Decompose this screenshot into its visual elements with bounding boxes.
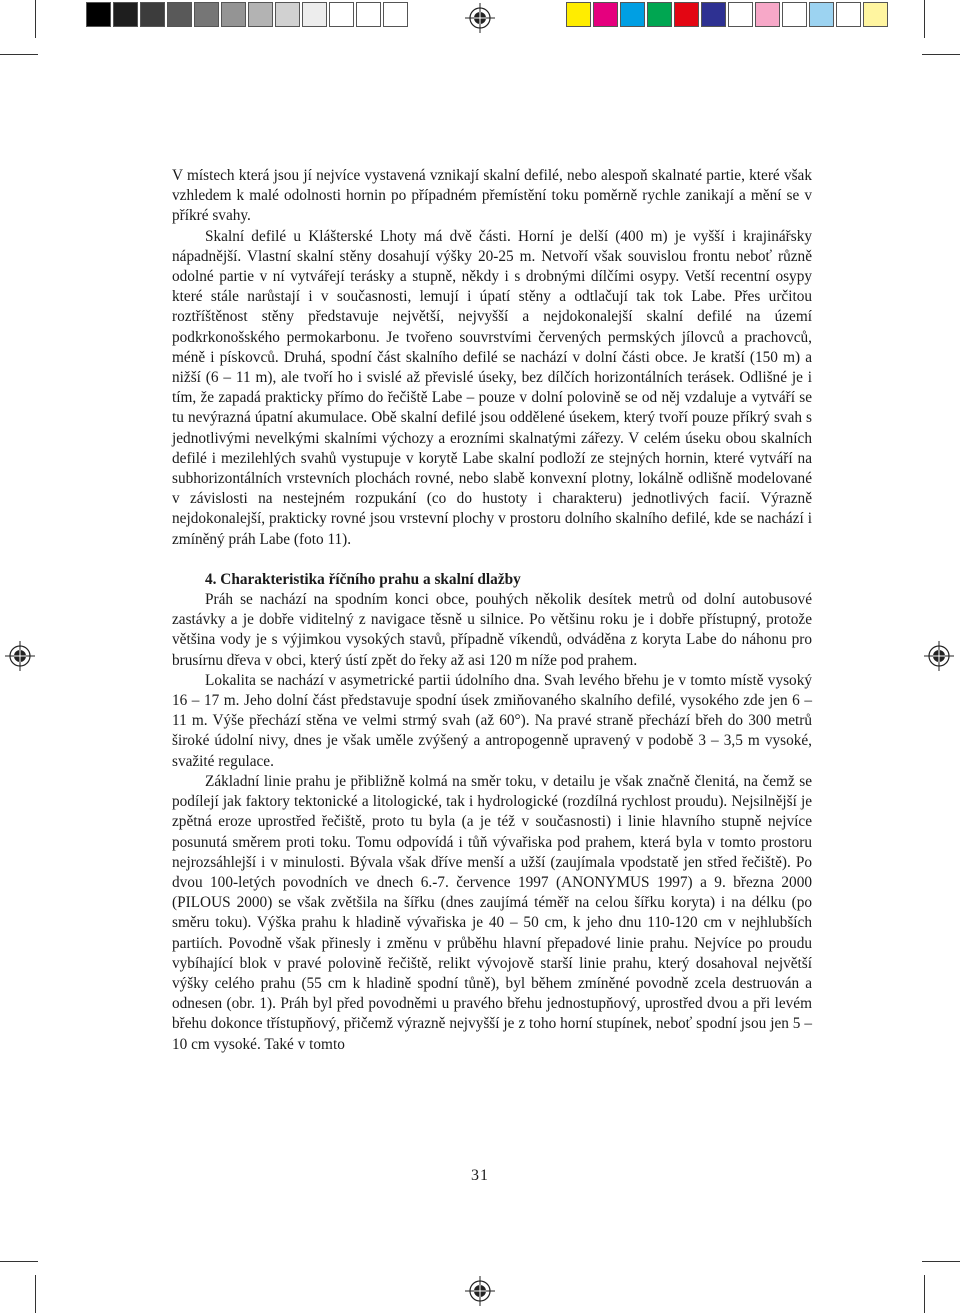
color-calibration-bar <box>566 2 890 27</box>
crop-mark-left-top <box>0 54 38 55</box>
registration-mark-top-icon <box>465 3 495 33</box>
gray-swatch-10 <box>356 2 381 27</box>
crop-mark-top-left <box>35 0 36 38</box>
body-paragraph: Práh se nachází na spodním konci obce, pouhých několik desítek metrů od dolní autobusové zastávky a je dobře viditelný z navigace těsně u silnice. Po většinu roku je i dobře přístupný, protože většina vody je s výjimkou vysokých stavů, případně víkendů, odváděna z koryta Labe do náhonu pro brusírnu dřeva v obci, který ústí zpět do řeky až asi 120 m níže pod prahem. <box>172 591 812 669</box>
registration-mark-bottom-icon <box>465 1276 495 1306</box>
color-swatch-10 <box>836 2 861 27</box>
color-swatch-7 <box>755 2 780 27</box>
page-body <box>172 166 812 1055</box>
crop-mark-right-top <box>922 54 960 55</box>
registration-mark-left-icon <box>5 641 35 671</box>
color-swatch-3 <box>647 2 672 27</box>
gray-swatch-1 <box>113 2 138 27</box>
gray-calibration-bar <box>86 2 410 27</box>
color-swatch-5 <box>701 2 726 27</box>
gray-swatch-7 <box>275 2 300 27</box>
crop-mark-bottom-left <box>35 1275 36 1313</box>
gray-swatch-5 <box>221 2 246 27</box>
gray-swatch-6 <box>248 2 273 27</box>
color-swatch-8 <box>782 2 807 27</box>
crop-mark-top-right <box>924 0 925 38</box>
color-swatch-2 <box>620 2 645 27</box>
gray-swatch-11 <box>383 2 408 27</box>
gray-swatch-3 <box>167 2 192 27</box>
color-swatch-11 <box>863 2 888 27</box>
registration-mark-right-icon <box>924 641 954 671</box>
page-number: 31 <box>471 1167 489 1184</box>
body-paragraph: Lokalita se nachází v asymetrické partii údolního dna. Svah levého břehu je v tomto místě vysoký 16 – 17 m. Jeho dolní část představuje spodní úsek zmiňovaného skalního defilé, vysokého zde jen 6 – 11 m. Výše přechází stěna ve velmi strmý svah (až 60°). Na pravé straně přechází břeh do 300 metrů široké údolní nivy, dnes je však uměle zvýšený a antropogenně upravený v podobě 3 – 3,5 m vysoké, svažité regulace. <box>172 671 812 770</box>
crop-mark-bottom-right <box>924 1275 925 1313</box>
body-paragraph: V místech která jsou jí nejvíce vystavená vznikají skalní defilé, nebo alespoň skalnaté partie, které však vzhledem k malé odolnosti hornin po případném přemístění toku poměrně rychle zanikají a mění se v příkré svahy. <box>172 167 812 225</box>
section-heading: 4. Charakteristika říčního prahu a skalní dlažby <box>205 570 521 588</box>
body-paragraph: Skalní defilé u Klášterské Lhoty má dvě části. Horní je delší (400 m) je vyšší i krajinářsky nápadnější. Vlastní skalní stěny dosahují výšky 20-25 m. Netvoří však souvislou frontu neboť různě odolné partie v ní vytvářejí terásky a stupně, někdy i s drobnými dílčími osypy. Vetší recentní osypy které stále narůstají i v současnosti, lemují i úpatí stěny a odtlačují tak tok Labe. Přes určitou roztříštěnost stěny představuje největší, nejvyšší a nejdokonalejší skalní defilé na území podkrkonošského permokarbonu. Je tvořeno souvrstvími červených permských jílovců a prachovců, méně i pískovců. Druhá, spodní část skalního defilé se nachází v dolní části obce. Je kratší (150 m) a nižší (6 – 11 m), ale tvoří ho i svislé až převislé úseky, bez dílčích horizontálních terásek. Odlišné je i tím, že zapadá prakticky přímo do řečiště Labe – pouze v dolní polovině se od něj vzdaluje a vytváří se tu nevýrazná úpatní akumulace. Obě skalní defilé jsou oddělené úsekem, který tvoří pouze příkrý svah s jednotlivými nevelkými skalními výchozy a erozními skalnatými zářezy. V celém úseku obou skalních defilé i mezilehlých svahů vystupuje v korytě Labe skalní podloží ze stejných hornin, které vytváří na subhorizontálních vrstevních plochách rovné, nebo slabě konvexní plotny, lokálně odlišně modelované v závislosti na nestejném rozpukání (co do hustoty i charakteru) jednotlivých facií. Výrazně nejdokonalejší, prakticky rovné jsou vrstevní plochy v prostoru dolního skalního defilé, kde se nachází i zmíněný práh Labe (foto 11). <box>172 227 812 548</box>
color-swatch-9 <box>809 2 834 27</box>
color-swatch-0 <box>566 2 591 27</box>
crop-mark-right-bottom <box>922 1261 960 1262</box>
gray-swatch-9 <box>329 2 354 27</box>
gray-swatch-0 <box>86 2 111 27</box>
gray-swatch-4 <box>194 2 219 27</box>
color-swatch-4 <box>674 2 699 27</box>
gray-swatch-2 <box>140 2 165 27</box>
gray-swatch-8 <box>302 2 327 27</box>
color-swatch-1 <box>593 2 618 27</box>
crop-mark-left-bottom <box>0 1261 38 1262</box>
body-paragraph: Základní linie prahu je přibližně kolmá na směr toku, v detailu je však značně členitá, na čemž se podílejí jak faktory tektonické a litologické, tak i hydrologické (rozdílná rychlost proudu). Nejsilnější je zpětná eroze uprostřed řečiště, proto tu byla (a je též v současnosti) i linie hlavního stupně nejvíce posunutá směrem proti toku. Tomu odpovídá i tůň vývařiska pod prahem, která byla v tomto prostoru nejrozsáhlejší i v minulosti. Bývala však dříve menší a užší (zaujímala vpodstatě jen střed řečiště). Po dvou 100-letých povodních ve dnech 6.-7. července 1997 (ANONYMUS 1997) a 9. března 2000 (PILOUS 2000) se však zvětšila na šířku (dnes zaujímá téměř na celou šířku koryta) i na délku (po směru toku). Výška prahu k hladině vývařiska je 40 – 50 cm, k jeho dnu 110-120 cm v nejhlubších partiích. Povodně však přinesly i změnu v průběhu hlavní přepadové linie prahu. Nejvíce po proudu vybíhající blok v pravé polovině řečiště, relikt vývojově starší linie prahu, který dosahoval největší výšky celého prahu (55 cm k hladině spodní tůně), byl během zmíněné povodně zcela destruován a odnesen (obr. 1). Práh byl před povodněmi u pravého břehu jednostupňový, uprostřed dvou a při levém břehu dokonce třístupňový, přičemž výrazně nejvyšší je z toho horní stupínek, neboť spodní jsou jen 5 – 10 cm vysoké. Také v tomto <box>172 772 812 1053</box>
color-swatch-6 <box>728 2 753 27</box>
